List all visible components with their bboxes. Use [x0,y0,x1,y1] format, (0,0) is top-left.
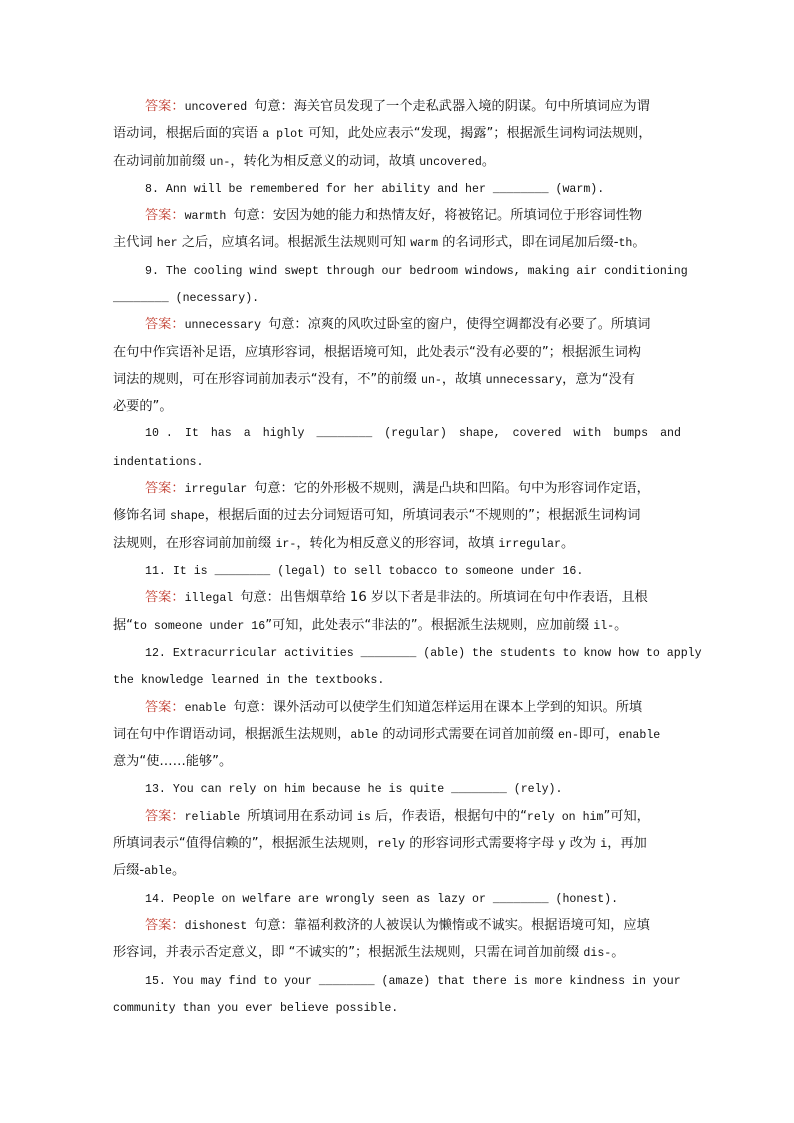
answer-label: 答案： [145,99,185,114]
text-line [113,119,681,146]
text-segment: has [210,426,232,440]
text-line [113,774,681,801]
text-segment: shape [169,510,205,524]
text-segment: 句意：海关官员发现了一个走私武器入境的阴谋。句中所填词应为谓 [254,99,650,114]
answer-label: 答案： [145,590,185,606]
text-segment: ，故填 [441,371,486,387]
text-segment: and [660,426,681,440]
text-segment: 。 [171,863,186,879]
text-line [113,802,681,829]
text-line [113,338,681,365]
text-segment: to someone under 16 [133,619,266,633]
text-segment: with [573,426,602,440]
text-segment: ”可知，此处表示“非法的”。根据派生法规则，应加前缀 [265,617,594,633]
text-segment: 后缀- [113,863,145,879]
text-segment: enable [184,701,234,715]
text-segment: 在句中作宾语补足语，应填形容词，根据语境可知，此处表示“没有必要的”；根据派生词构 [113,344,641,360]
text-line [113,501,681,528]
text-segment: able [144,865,172,879]
answer-label: 答案： [145,917,185,933]
text-line [113,420,681,447]
text-line [113,938,681,965]
text-segment: 。 [560,535,575,551]
text-segment: 句意：出售烟草给 16 岁以下者是非法的。所填词在句中作表语，且根 [240,590,648,606]
text-segment: warm [410,237,439,251]
text-segment: the knowledge learned in the textbooks. [113,674,385,688]
text-line [113,747,681,774]
text-segment: dishonest [184,919,255,933]
text-line [113,392,681,419]
text-segment: 句意：凉爽的风吹过卧室的窗户，使得空调都没有必要了。所填词 [268,317,651,333]
text-segment: 所填词用在系动词 [247,808,357,824]
text-segment: reliable [184,810,248,824]
text-line [113,529,681,556]
text-segment: rely [377,838,406,852]
text-segment: 12. Extracurricular activities ________ (able) the students to know how to apply [145,646,702,660]
text-segment: un- [420,373,442,387]
text-segment: illegal [184,592,241,606]
text-segment: un- [209,155,231,169]
text-segment: enable [618,728,661,742]
text-segment: 11. It is ________ (legal) to sell tobacco to someone under 16. [145,565,584,579]
text-segment: (regular) [384,426,447,440]
text-segment: 句意：它的外形极不规则，满是凸块和凹陷。句中为形容词作定语， [254,481,650,497]
text-line [113,283,681,310]
text-segment: her [156,237,178,251]
text-line [113,720,681,747]
text-segment: 的名词形式，即在词尾加后缀- [438,235,619,251]
text-segment: 。 [611,945,625,961]
text-segment: 必要的”。 [113,399,173,415]
text-line [113,92,681,119]
text-segment: ”可知， [603,808,650,824]
text-line [113,911,681,938]
text-segment: unnecessary [485,373,563,387]
text-segment: 的动词形式需要在词首加前缀 [378,726,559,742]
text-segment: il- [593,619,615,633]
text-segment: 在动词前加前缀 [113,153,210,169]
text-segment: 词法的规则，可在形容词前加表示“没有，不”的前缀 [113,371,421,387]
text-segment: able [350,728,379,742]
text-segment: shape, [458,426,501,440]
text-segment: highly [262,426,305,440]
answer-label: 答案： [145,208,185,224]
text-line [113,474,681,501]
text-segment: 10 . [145,426,173,440]
text-line [113,256,688,283]
text-segment: dis- [583,947,612,961]
text-line [113,365,681,392]
text-segment: rely on him [526,810,604,824]
text-line [113,665,681,692]
text-segment: 。 [614,617,628,633]
text-line [113,993,681,1020]
text-segment: 句意：安因为她的能力和热情友好，将被铭记。所填词位于形容词性物 [233,208,643,224]
text-segment: 。 [632,235,646,251]
text-line [113,611,681,638]
text-segment: 15. You may find to your ________ (amaze) that there is more kindness in your [145,974,681,988]
text-segment: It [184,426,199,440]
text-line [113,583,681,610]
text-segment: 之后，应填名词。根据派生法规则可知 [177,235,411,251]
text-segment: ，再加 [607,836,647,852]
text-segment: unnecessary [184,319,269,333]
text-segment: 即可， [578,726,619,742]
text-segment: i [600,838,608,852]
answer-label: 答案： [145,808,185,824]
text-segment: indentations. [113,455,204,469]
text-segment: covered [512,426,562,440]
text-segment: is [356,810,371,824]
text-segment: community than you ever believe possible. [113,1001,399,1015]
text-segment: ，转化为相反意义的动词，故填 [230,153,420,169]
answer-label: 答案： [145,481,185,497]
answer-label: 答案： [145,317,185,333]
text-line [113,147,681,174]
text-segment: y [558,838,566,852]
document-page [113,92,702,1020]
text-segment: 语动词，根据后面的宾语 [113,126,263,142]
text-segment: irregular [498,537,561,551]
text-segment: warmth [184,210,234,224]
text-segment: ir- [275,537,297,551]
text-segment: 。 [481,153,496,169]
text-segment: ________ (necessary). [113,292,260,306]
text-segment: 据“ [113,617,134,633]
text-segment: 13. You can rely on him because he is quite ________ (rely). [145,783,563,797]
text-segment: 可知，此处应表示“发现，揭露”；根据派生词构词法规则， [304,126,652,142]
text-segment: 形容词，并表示否定意义，即 “不诚实的”；根据派生法规则，只需在词首加前缀 [113,945,584,961]
text-segment: a [243,426,251,440]
text-line [113,228,681,255]
text-segment: 后，作表语，根据句中的“ [370,808,527,824]
text-segment: ，转化为相反意义的形容词，故填 [296,535,499,551]
text-segment: 的形容词形式需要将字母 [405,836,559,852]
text-segment: 9. The cooling wind swept through our bedroom windows, making air conditioning [145,264,688,278]
text-line [113,556,681,583]
text-line [113,174,681,201]
text-segment: th [618,237,633,251]
text-segment: en- [558,728,579,742]
text-segment: 法规则，在形容词前加前缀 [113,535,276,551]
text-segment: 修饰名词 [113,508,170,524]
text-line [113,638,702,665]
text-segment: 改为 [565,836,601,852]
text-segment: ，根据后面的过去分词短语可知，所填词表示“不规则的”；根据派生词构词 [204,508,641,524]
text-segment: 14. People on welfare are wrongly seen as lazy or ________ (honest). [145,892,619,906]
text-line [113,447,681,474]
text-line [113,884,681,911]
text-segment: 主代词 [113,235,157,251]
text-segment: uncovered [419,155,482,169]
text-segment: 意为“使……能够”。 [113,754,233,770]
text-line [113,310,681,337]
text-segment: irregular [184,483,255,497]
text-segment: a plot [262,128,305,142]
text-line [113,856,681,883]
text-segment: 8. Ann will be remembered for her ability and her ________ (warm). [145,182,605,196]
answer-label: 答案： [145,699,185,715]
text-segment: 句意：课外活动可以使学生们知道怎样运用在课本上学到的知识。所填 [233,699,643,715]
text-segment: 所填词表示“值得信赖的”，根据派生法规则， [113,836,378,852]
text-line [113,829,681,856]
text-segment: bumps [613,426,649,440]
text-segment: uncovered [184,101,255,114]
text-line [113,693,681,720]
text-segment: ________ [316,426,373,440]
text-segment: 词在句中作谓语动词，根据派生法规则， [113,726,351,742]
text-segment: 句意：靠福利救济的人被误认为懒惰或不诚实。根据语境可知，应填 [254,917,650,933]
text-line [113,966,681,993]
text-segment: ，意为“没有 [562,371,635,387]
text-line [113,201,681,228]
